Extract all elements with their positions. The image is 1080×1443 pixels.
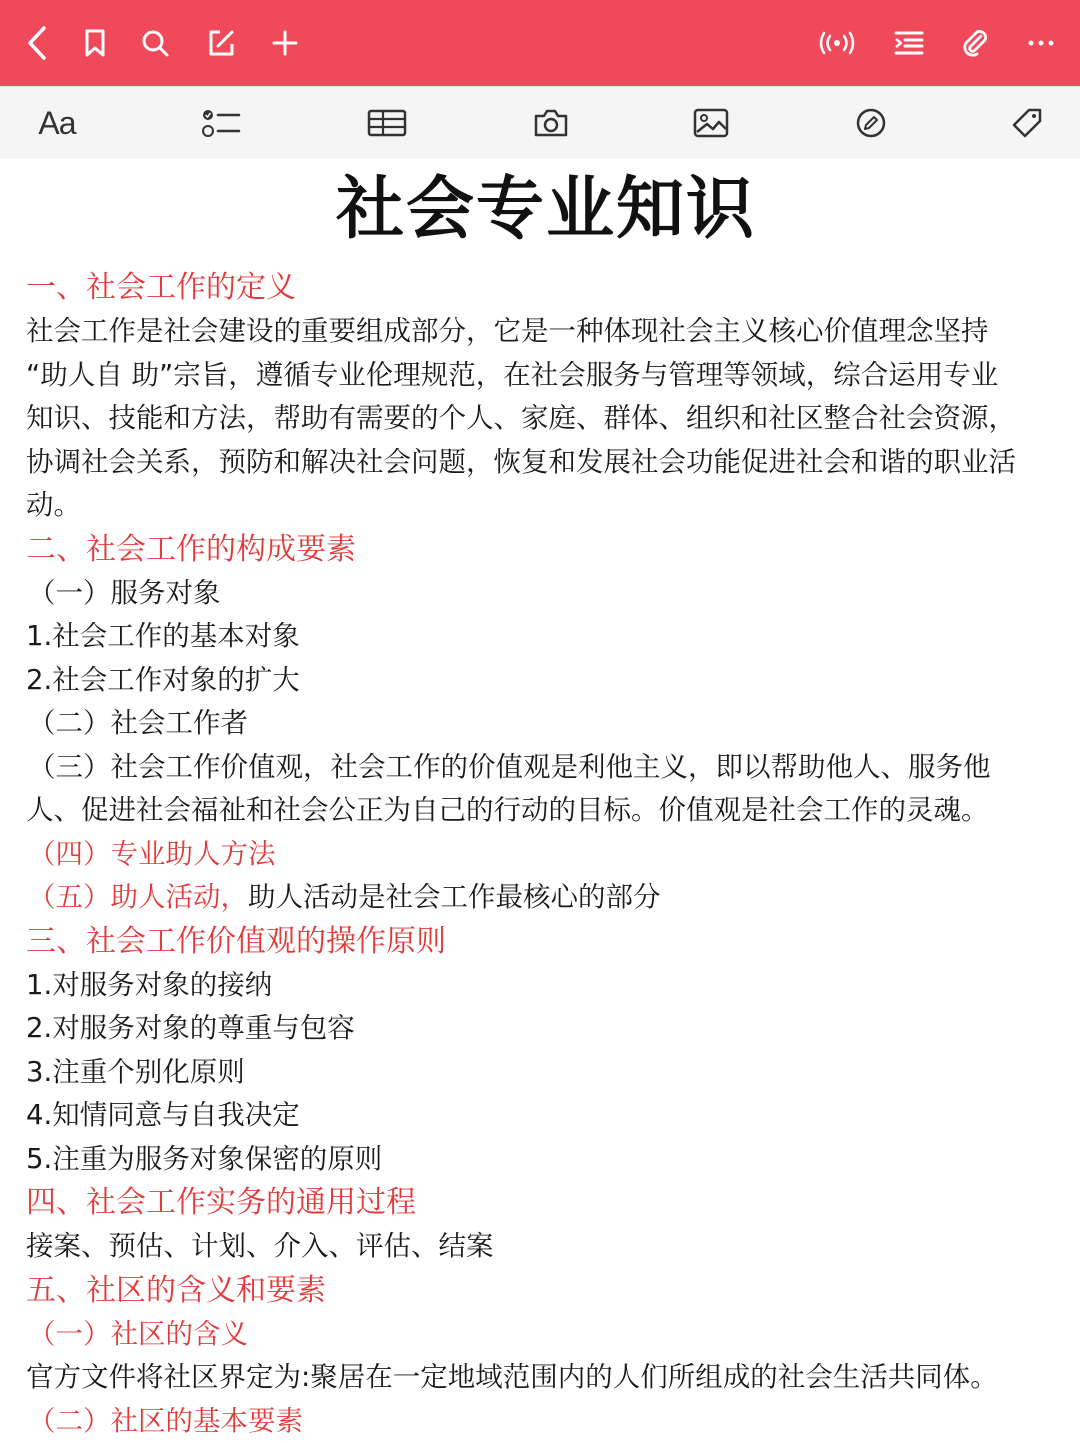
page-title: 社会专业知识 bbox=[26, 162, 1066, 258]
section-heading: 二、社会工作的构成要素 bbox=[26, 528, 1066, 572]
more-icon[interactable] bbox=[1018, 20, 1064, 66]
subheading-text: 助人活动是社会工作最核心的部分 bbox=[248, 881, 661, 913]
paragraph-line: 动。 bbox=[26, 484, 1066, 528]
font-icon[interactable] bbox=[32, 99, 82, 147]
back-icon[interactable] bbox=[14, 20, 60, 66]
image-icon[interactable] bbox=[686, 99, 736, 147]
checklist-icon[interactable] bbox=[196, 99, 246, 147]
paragraph-line: 人、促进社会福祉和社会公正为自己的行动的目标。价值观是社会工作的灵魂。 bbox=[26, 789, 1066, 833]
outline-icon[interactable] bbox=[886, 20, 932, 66]
bookmark-icon[interactable] bbox=[72, 20, 118, 66]
paragraph-line: （三）社会工作价值观，社会工作的价值观是利他主义，即以帮助他人、服务他 bbox=[26, 746, 1066, 790]
list-item: 1.对服务对象的接纳 bbox=[26, 964, 1066, 1008]
add-icon[interactable] bbox=[262, 20, 308, 66]
table-icon[interactable] bbox=[362, 99, 412, 147]
broadcast-icon[interactable] bbox=[814, 20, 860, 66]
attachment-icon[interactable] bbox=[952, 20, 998, 66]
list-item: 5.注重为服务对象保密的原则 bbox=[26, 1138, 1066, 1182]
tag-icon[interactable] bbox=[1002, 99, 1052, 147]
list-item: 2.社会工作对象的扩大 bbox=[26, 659, 1066, 703]
paragraph-line: 社会工作是社会建设的重要组成部分，它是一种体现社会主义核心价值理念坚持 bbox=[26, 310, 1066, 354]
list-item: 3.注重个别化原则 bbox=[26, 1051, 1066, 1095]
paragraph-line: 官方文件将社区界定为:聚居在一定地域范围内的人们所组成的社会生活共同体。 bbox=[26, 1356, 1066, 1400]
subheading: （一）服务对象 bbox=[26, 572, 1066, 616]
subheading-label: （五）助人活动， bbox=[28, 881, 248, 913]
subheading: （一）社区的含义 bbox=[26, 1313, 1066, 1357]
section-heading: 四、社会工作实务的通用过程 bbox=[26, 1181, 1066, 1225]
top-app-bar bbox=[0, 0, 1080, 86]
subheading: （四）专业助人方法 bbox=[26, 833, 1066, 877]
paragraph-line: 接案、预估、计划、介入、评估、结案 bbox=[26, 1225, 1066, 1269]
list-item: 2.对服务对象的尊重与包容 bbox=[26, 1007, 1066, 1051]
section-heading: 一、社会工作的定义 bbox=[26, 266, 1066, 310]
font-label: Aa bbox=[38, 105, 75, 142]
section-heading: 五、社区的含义和要素 bbox=[26, 1269, 1066, 1313]
paragraph-line: 知识、技能和方法，帮助有需要的个人、家庭、群体、组织和社区整合社会资源， bbox=[26, 397, 1066, 441]
draw-icon[interactable] bbox=[846, 99, 896, 147]
list-item: 4.知情同意与自我决定 bbox=[26, 1094, 1066, 1138]
edit-icon[interactable] bbox=[198, 20, 244, 66]
paragraph-line: 协调社会关系，预防和解决社会问题，恢复和发展社会功能促进社会和谐的职业活 bbox=[26, 441, 1066, 485]
camera-icon[interactable] bbox=[526, 99, 576, 147]
subheading-with-text bbox=[26, 876, 1066, 920]
note-content[interactable] bbox=[26, 160, 1066, 1443]
format-toolbar bbox=[0, 86, 1080, 159]
search-icon[interactable] bbox=[132, 20, 178, 66]
subheading: （二）社区的基本要素 bbox=[26, 1400, 1066, 1443]
paragraph-line: “助人自 助”宗旨，遵循专业伦理规范，在社会服务与管理等领域，综合运用专业 bbox=[26, 354, 1066, 398]
subheading: （二）社会工作者 bbox=[26, 702, 1066, 746]
section-heading: 三、社会工作价值观的操作原则 bbox=[26, 920, 1066, 964]
list-item: 1.社会工作的基本对象 bbox=[26, 615, 1066, 659]
